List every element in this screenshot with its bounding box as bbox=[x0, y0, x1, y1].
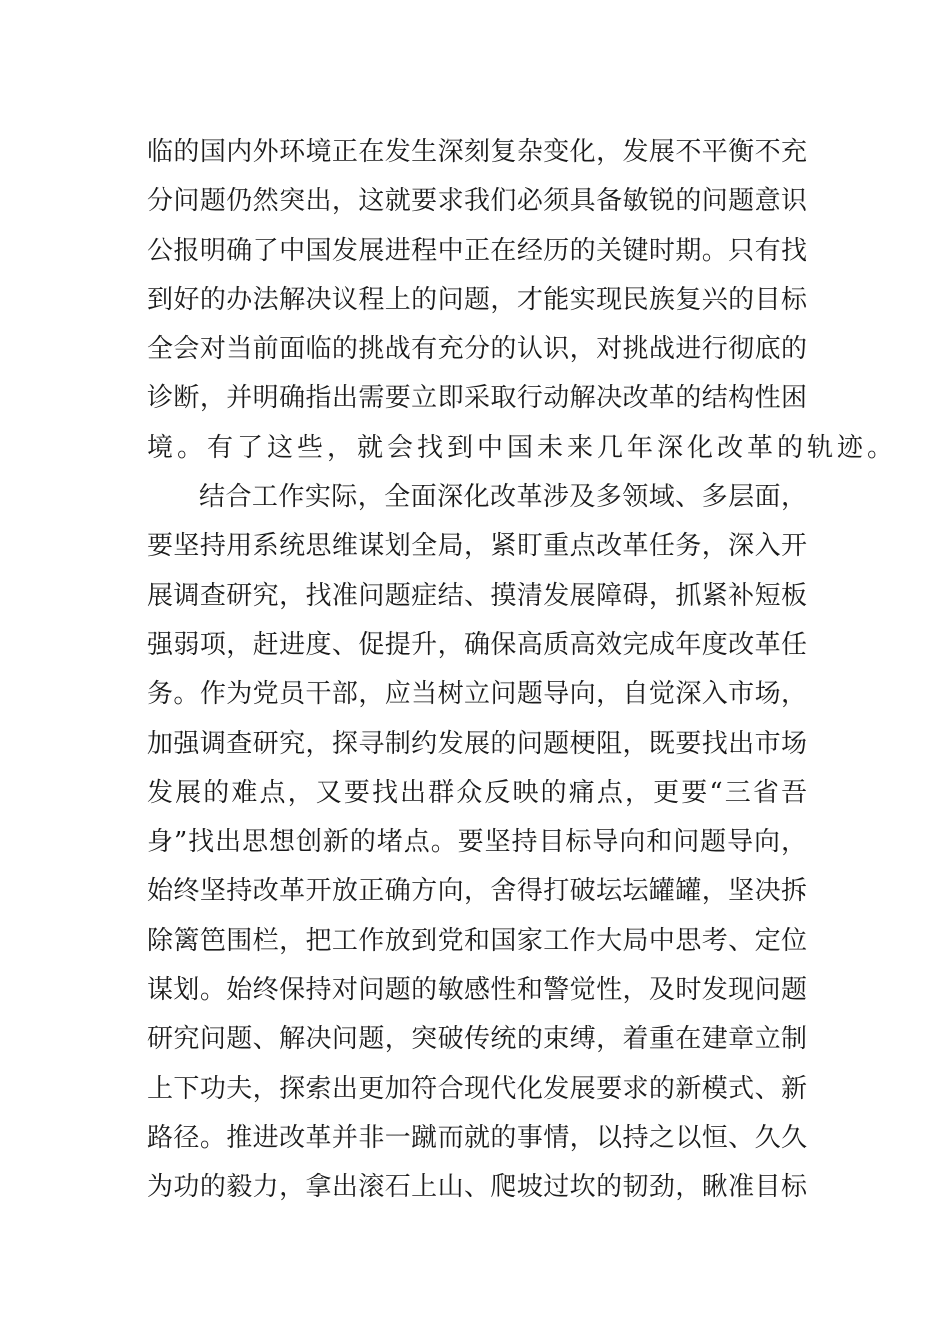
text-line: 发展的难点，又要找出群众反映的痛点，更要“三省吾 bbox=[147, 777, 807, 808]
text-line: 要坚持用系统思维谋划全局，紧盯重点改革任务，深入开 bbox=[147, 531, 807, 562]
text-line: 为功的毅力，拿出滚石上山、爬坡过坎的韧劲，瞅准目标 bbox=[147, 1172, 807, 1203]
text-line: 谋划。始终保持对问题的敏感性和警觉性，及时发现问题 bbox=[147, 975, 807, 1006]
text-line: 分问题仍然突出，这就要求我们必须具备敏锐的问题意识 bbox=[147, 186, 807, 217]
text-line: 公报明确了中国发展进程中正在经历的关键时期。只有找 bbox=[147, 235, 807, 266]
text-line: 临的国内外环境正在发生深刻复杂变化，发展不平衡不充 bbox=[147, 137, 807, 167]
paragraph-first-line: 结合工作实际，全面深化改革涉及多领域、多层面， bbox=[199, 482, 807, 513]
text-line: 强弱项，赶进度、促提升，确保高质高效完成年度改革任 bbox=[147, 629, 807, 660]
text-line: 境。有了这些，就会找到中国未来几年深化改革的轨迹。 bbox=[147, 432, 898, 463]
text-line: 研究问题、解决问题，突破传统的束缚，着重在建章立制 bbox=[147, 1024, 807, 1055]
text-line: 加强调查研究，探寻制约发展的问题梗阻，既要找出市场 bbox=[147, 728, 807, 759]
text-line: 身”找出思想创新的堵点。要坚持目标导向和问题导向， bbox=[147, 827, 807, 858]
text-line: 上下功夫，探索出更加符合现代化发展要求的新模式、新 bbox=[147, 1073, 807, 1104]
text-line: 除篱笆围栏，把工作放到党和国家工作大局中思考、定位 bbox=[147, 925, 807, 956]
text-line: 务。作为党员干部，应当树立问题导向，自觉深入市场， bbox=[147, 679, 807, 710]
text-line: 始终坚持改革开放正确方向，舍得打破坛坛罐罐，坚决拆 bbox=[147, 876, 807, 907]
body-text bbox=[147, 128, 898, 1213]
text-line: 展调查研究，找准问题症结、摸清发展障碍，抓紧补短板 bbox=[147, 580, 807, 611]
text-line: 到好的办法解决议程上的问题，才能实现民族复兴的目标 bbox=[147, 284, 807, 315]
text-line: 诊断，并明确指出需要立即采取行动解决改革的结构性困 bbox=[147, 383, 807, 414]
text-line: 路径。推进改革并非一蹴而就的事情，以持之以恒、久久 bbox=[147, 1122, 807, 1153]
text-line: 全会对当前面临的挑战有充分的认识，对挑战进行彻底的 bbox=[147, 334, 807, 365]
